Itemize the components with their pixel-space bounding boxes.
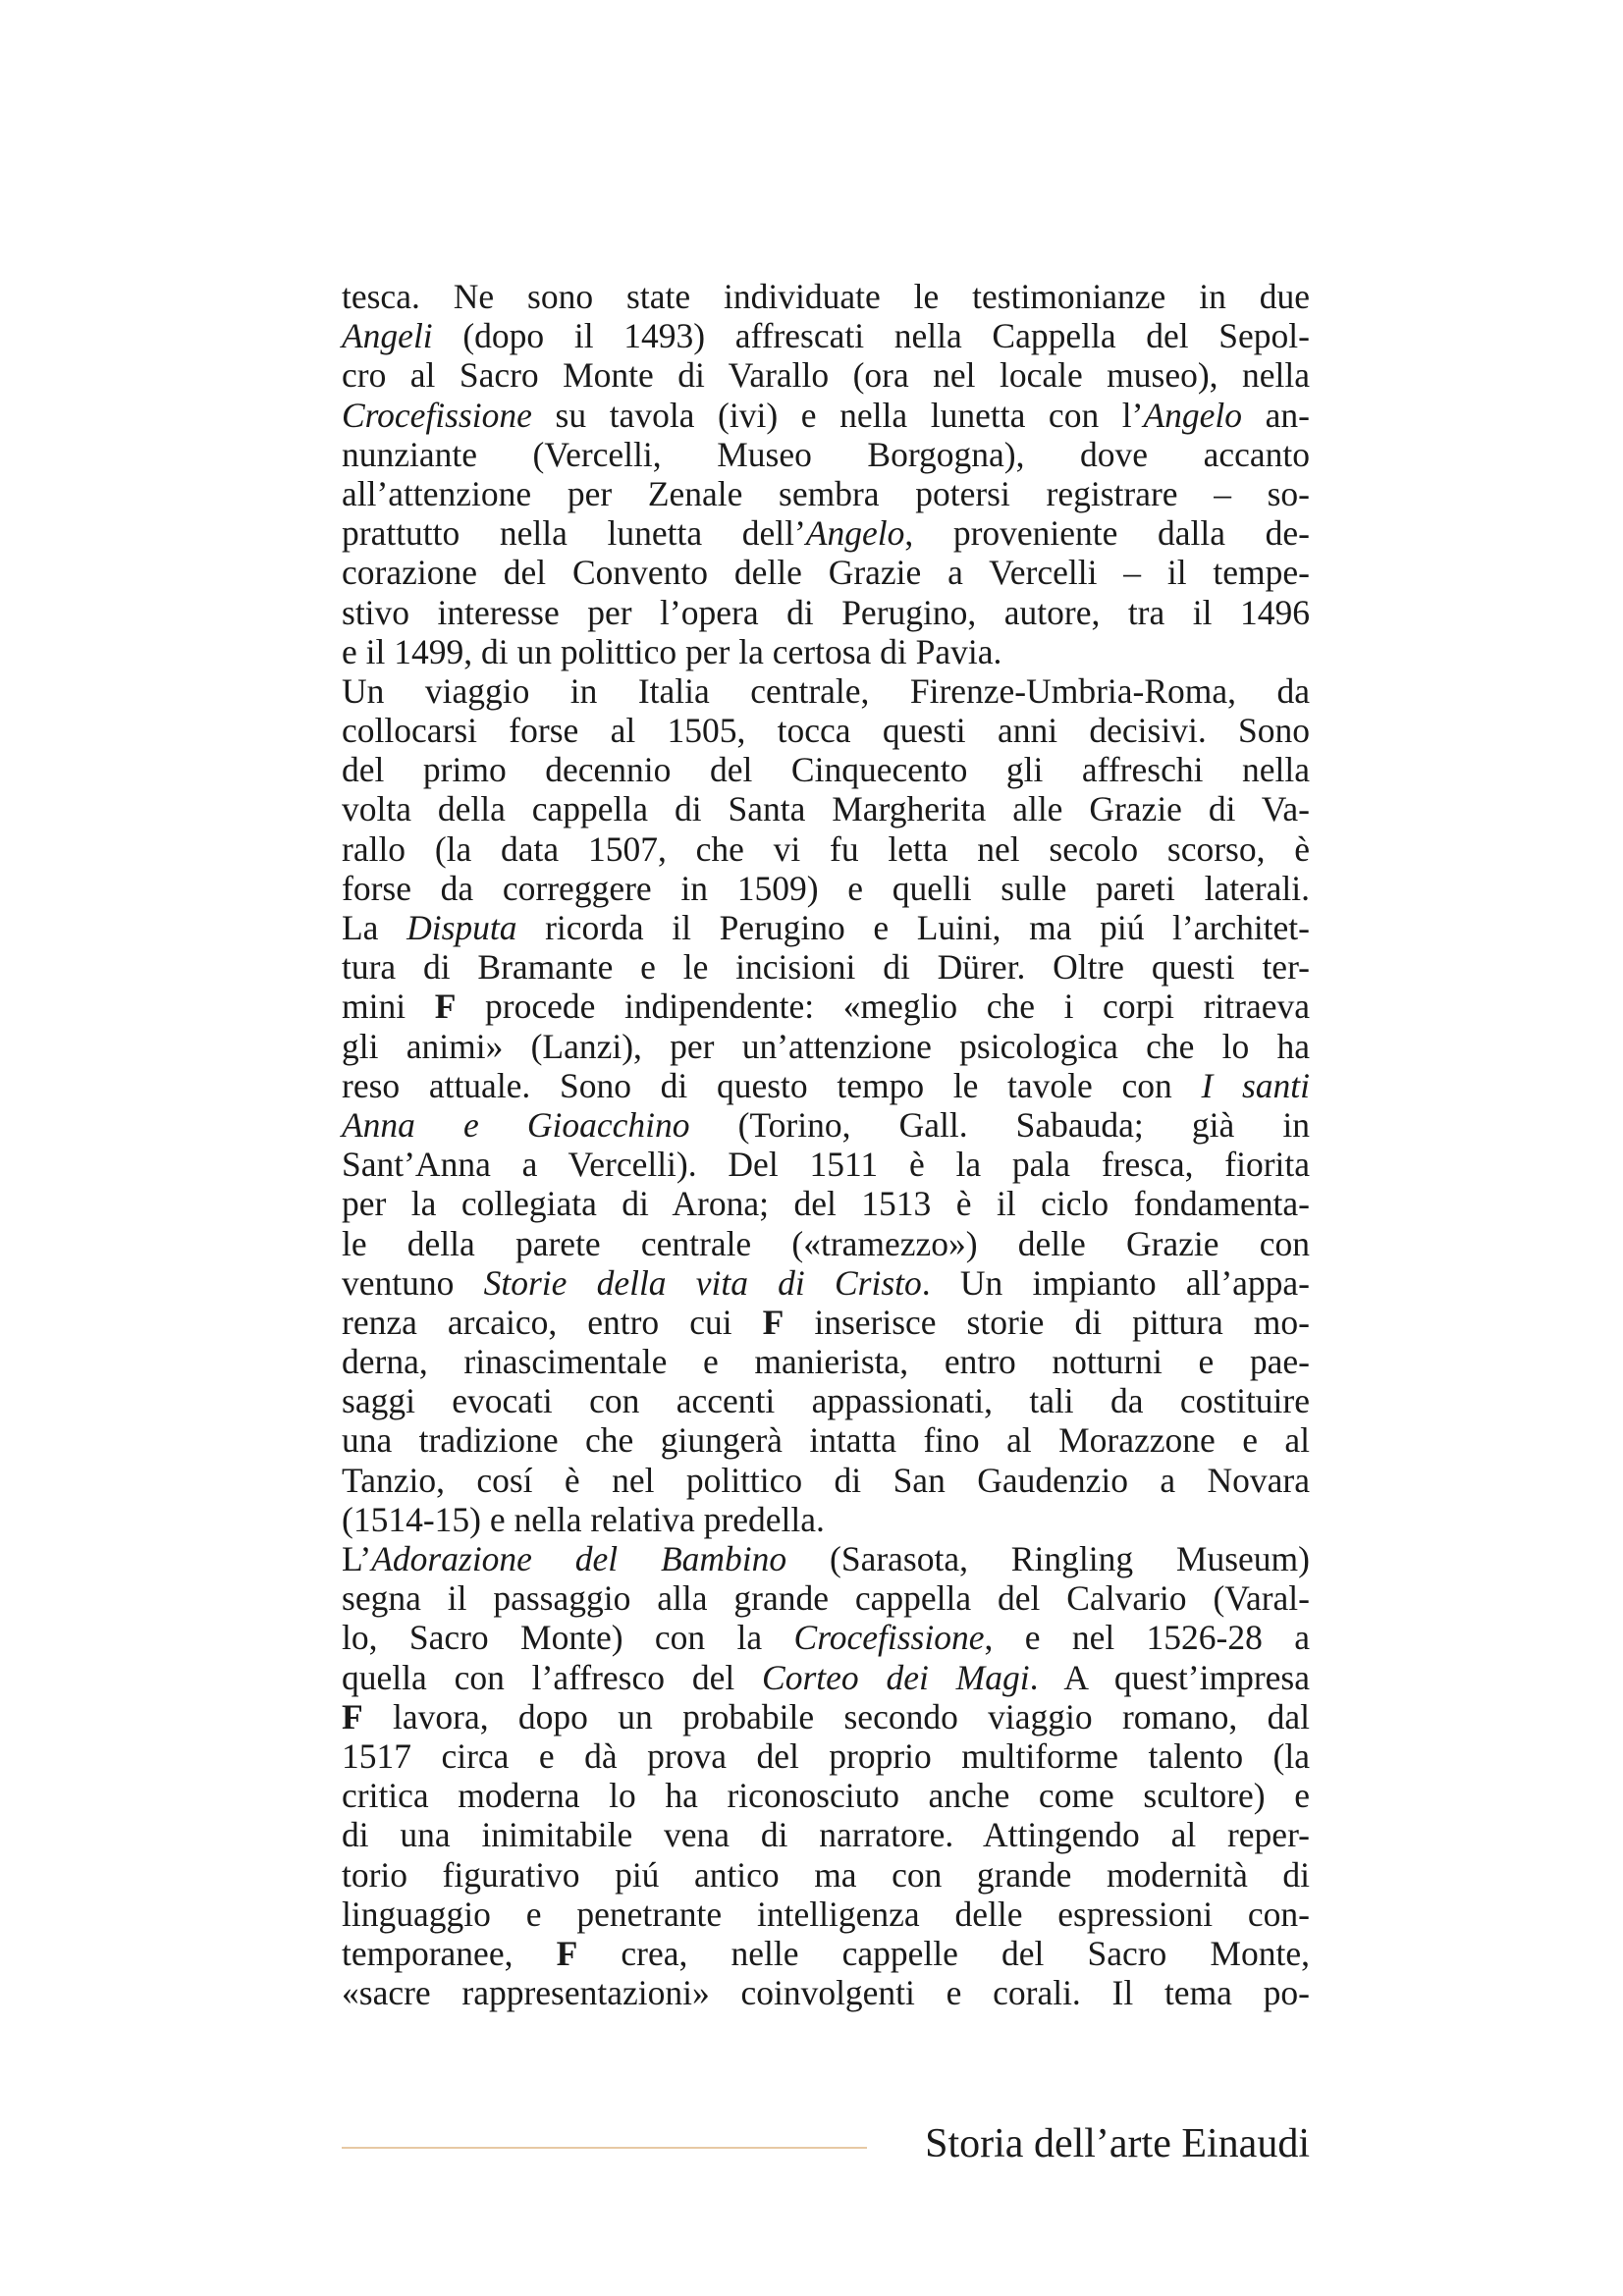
- text-segment: (1514-15) e nella relativa predella.: [342, 1499, 825, 1539]
- text-segment: temporanee,: [342, 1933, 557, 1973]
- footer-rule: [342, 2147, 867, 2149]
- body-text: [342, 277, 1310, 2012]
- text-line: [342, 632, 1310, 671]
- text-line: [342, 1736, 1310, 1776]
- text-segment: collocarsi forse al 1505, tocca questi anni decisivi. Sono: [342, 711, 1310, 751]
- text-segment: Un viaggio in Italia centrale, Firenze-Umbria-Roma, da: [342, 670, 1310, 711]
- text-segment: mini: [342, 987, 435, 1027]
- text-segment: stivo interesse per l’opera di Perugino, autore, tra il 1496: [342, 592, 1310, 632]
- text-segment: Tanzio, cosí è nel polittico di San Gaudenzio a Novara: [342, 1460, 1310, 1500]
- text-segment: prattutto nella lunetta dell’: [342, 513, 806, 554]
- bold-initial: F: [762, 1302, 784, 1342]
- text-segment: tura di Bramante e le incisioni di Dürer. Oltre questi ter-: [342, 947, 1310, 988]
- italic-title: Adorazione del Bambino: [371, 1539, 787, 1578]
- footer-title: Storia dell’arte Einaudi: [925, 2121, 1310, 2166]
- text-segment: . Un impianto all’appa-: [921, 1262, 1310, 1303]
- text-line: [342, 869, 1310, 908]
- text-line: [342, 355, 1310, 395]
- text-segment: volta della cappella di Santa Margherita alle Grazie di Va-: [342, 789, 1310, 829]
- text-line: [342, 1224, 1310, 1263]
- text-line: [342, 1500, 1310, 1539]
- text-line: [342, 1815, 1310, 1854]
- text-segment: forse da correggere in 1509) e quelli sulle pareti laterali.: [342, 868, 1310, 908]
- text-line: [342, 750, 1310, 789]
- text-line: [342, 1342, 1310, 1381]
- text-segment: su tavola (ivi) e nella lunetta con l’: [531, 395, 1144, 435]
- text-segment: derna, rinascimentale e manierista, entro notturni e pae-: [342, 1342, 1310, 1382]
- text-segment: , e nel 1526-28 a: [984, 1618, 1310, 1658]
- text-line: [342, 1420, 1310, 1460]
- text-line: [342, 1263, 1310, 1303]
- bold-initial: F: [434, 987, 457, 1027]
- text-segment: critica moderna lo ha riconosciuto anche come scultore) e: [342, 1776, 1310, 1816]
- text-segment: (dopo il 1493) affrescati nella Cappella del Sepol-: [432, 316, 1310, 356]
- text-segment: per la collegiata di Arona; del 1513 è il ciclo fondamenta-: [342, 1184, 1310, 1224]
- text-segment: lavora, dopo un probabile secondo viaggio romano, dal: [362, 1696, 1310, 1736]
- text-line: [342, 1855, 1310, 1895]
- text-line: [342, 671, 1310, 711]
- text-segment: di una inimitabile vena di narratore. Attingendo al reper-: [342, 1815, 1310, 1855]
- text-segment: reso attuale. Sono di questo tempo le tavole con: [342, 1065, 1202, 1105]
- text-segment: cro al Sacro Monte di Varallo (ora nel locale museo), nella: [342, 355, 1310, 396]
- text-segment: procede indipendente: «meglio che i corpi ritraeva: [456, 987, 1310, 1027]
- text-segment: an-: [1242, 395, 1310, 435]
- italic-title: Angelo: [805, 513, 905, 554]
- text-line: [342, 947, 1310, 987]
- text-line: [342, 711, 1310, 750]
- text-segment: inserisce storie di pittura mo-: [784, 1302, 1310, 1342]
- text-line: [342, 1658, 1310, 1697]
- italic-title: Crocefissione: [342, 395, 532, 435]
- italic-title: Anna e Gioacchino: [342, 1104, 690, 1145]
- text-line: [342, 1973, 1310, 2012]
- text-line: [342, 1145, 1310, 1184]
- text-line: [342, 553, 1310, 592]
- text-line: [342, 987, 1310, 1026]
- text-line: [342, 829, 1310, 869]
- text-line: [342, 1381, 1310, 1420]
- text-line: [342, 1066, 1310, 1105]
- text-segment: nunziante (Vercelli, Museo Borgogna), dove accanto: [342, 434, 1310, 474]
- italic-title: Storie della vita di Cristo: [483, 1262, 922, 1303]
- text-line: [342, 513, 1310, 553]
- text-segment: ventuno: [342, 1262, 484, 1303]
- text-line: [342, 1776, 1310, 1815]
- text-segment: e il 1499, di un polittico per la certosa di Pavia.: [342, 631, 1002, 671]
- italic-title: I santi: [1201, 1065, 1310, 1105]
- italic-title: Crocefissione: [793, 1618, 985, 1658]
- text-segment: (Torino, Gall. Sabauda; già in: [689, 1104, 1310, 1145]
- text-segment: La: [342, 908, 407, 947]
- text-segment: gli animi» (Lanzi), per un’attenzione psicologica che lo ha: [342, 1026, 1310, 1066]
- text-line: [342, 1539, 1310, 1578]
- bold-initial: F: [556, 1933, 578, 1973]
- text-segment: una tradizione che giungerà intatta fino al Morazzone e al: [342, 1420, 1310, 1461]
- text-line: [342, 1303, 1310, 1342]
- text-segment: le della parete centrale («tramezzo») delle Grazie con: [342, 1223, 1310, 1263]
- text-segment: , proveniente dalla de-: [904, 513, 1310, 554]
- text-segment: quella con l’affresco del: [342, 1657, 763, 1697]
- text-line: [342, 1027, 1310, 1066]
- text-line: [342, 1105, 1310, 1145]
- text-line: [342, 789, 1310, 828]
- text-segment: L’: [342, 1539, 372, 1578]
- text-line: [342, 1578, 1310, 1618]
- text-segment: (Sarasota, Ringling Museum): [786, 1539, 1310, 1578]
- text-segment: saggi evocati con accenti appassionati, tali da costituire: [342, 1381, 1310, 1421]
- text-segment: renza arcaico, entro cui: [342, 1302, 763, 1342]
- text-segment: tesca. Ne sono state individuate le testimonianze in due: [342, 277, 1310, 316]
- text-line: [342, 396, 1310, 435]
- text-segment: segna il passaggio alla grande cappella del Calvario (Varal-: [342, 1578, 1310, 1619]
- bold-initial: F: [342, 1696, 363, 1736]
- italic-title: Disputa: [406, 908, 517, 947]
- text-segment: 1517 circa e dà prova del proprio multiforme talento (la: [342, 1735, 1310, 1776]
- text-line: [342, 908, 1310, 947]
- text-line: [342, 1184, 1310, 1223]
- text-line: [342, 435, 1310, 474]
- text-segment: . A quest’impresa: [1029, 1657, 1310, 1697]
- text-line: [342, 1618, 1310, 1657]
- text-line: [342, 1461, 1310, 1500]
- text-line: [342, 1895, 1310, 1934]
- text-segment: torio figurativo piú antico ma con grande modernità di: [342, 1854, 1310, 1895]
- text-segment: all’attenzione per Zenale sembra potersi registrare – so-: [342, 473, 1310, 513]
- text-segment: ricorda il Perugino e Luini, ma piú l’architet-: [516, 908, 1310, 947]
- text-line: [342, 316, 1310, 355]
- text-segment: del primo decennio del Cinquecento gli affreschi nella: [342, 750, 1310, 790]
- text-segment: Sant’Anna a Vercelli). Del 1511 è la pala fresca, fiorita: [342, 1145, 1310, 1185]
- text-segment: «sacre rappresentazioni» coinvolgenti e corali. Il tema po-: [342, 1973, 1310, 2013]
- text-segment: crea, nelle cappelle del Sacro Monte,: [577, 1933, 1310, 1973]
- italic-title: Angeli: [342, 316, 433, 356]
- text-segment: lo, Sacro Monte) con la: [342, 1618, 794, 1658]
- text-segment: rallo (la data 1507, che vi fu letta nel secolo scorso, è: [342, 828, 1310, 869]
- text-line: [342, 1934, 1310, 1973]
- text-line: [342, 474, 1310, 513]
- text-line: [342, 1697, 1310, 1736]
- text-segment: linguaggio e penetrante intelligenza delle espressioni con-: [342, 1894, 1310, 1934]
- text-line: [342, 593, 1310, 632]
- italic-title: Corteo dei Magi: [762, 1657, 1030, 1697]
- italic-title: Angelo: [1143, 395, 1243, 435]
- text-line: [342, 277, 1310, 316]
- text-segment: corazione del Convento delle Grazie a Vercelli – il tempe-: [342, 553, 1310, 593]
